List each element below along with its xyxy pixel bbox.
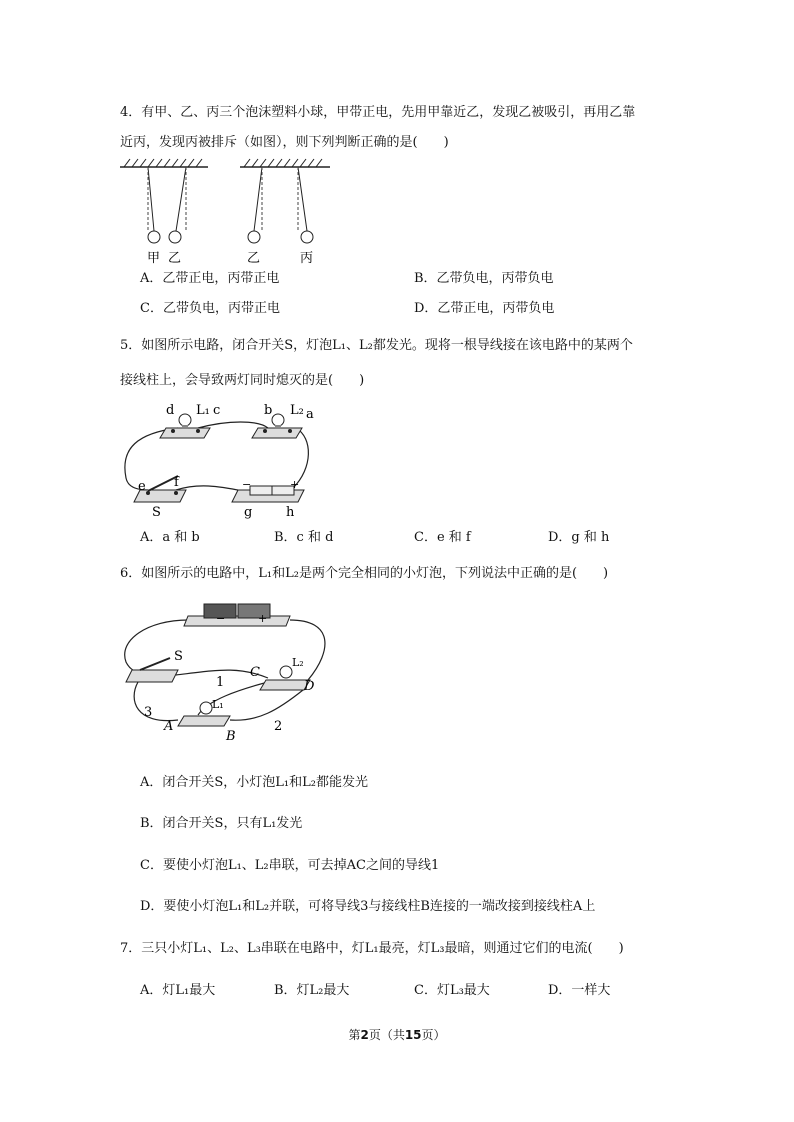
q5-option-b[interactable]: B．c 和 d (274, 530, 334, 545)
q5-label-S: S (152, 505, 161, 520)
q6-option-d[interactable]: D．要使小灯泡L₁和L₂并联，可将导线3与接线柱B连接的一端改接到接线柱A上 (140, 899, 596, 914)
q5-label-f: f (174, 475, 179, 490)
q5-label-L1: L₁ (196, 403, 210, 418)
q5-option-d[interactable]: D．g 和 h (548, 530, 610, 545)
q5-label-g: g (244, 505, 253, 520)
q5-stem-line2: 接线柱上，会导致两灯同时熄灭的是( ) (120, 373, 365, 388)
q6-label-wire3: 3 (144, 705, 153, 720)
q5-label-c: c (213, 403, 221, 418)
q5-stem-line1: 5．如图所示电路，闭合开关S，灯泡L₁、L₂都发光。现将一根导线接在该电路中的某两个 (120, 338, 633, 353)
q4-label-jia: 甲 (147, 251, 161, 266)
q5-label-plus: + (290, 478, 300, 491)
q5-label-b: b (264, 403, 273, 418)
q6-stem-line1: 6．如图所示的电路中，L₁和L₂是两个完全相同的小灯泡，下列说法中正确的是( ) (120, 566, 609, 581)
q7-option-c[interactable]: C．灯L₃最大 (414, 983, 490, 998)
q6-label-C: C (250, 665, 260, 680)
q7-option-b[interactable]: B．灯L₂最大 (274, 983, 350, 998)
q5-label-minus: − (242, 478, 252, 491)
q4-option-b[interactable]: B．乙带负电，丙带负电 (414, 271, 554, 286)
q4-option-a[interactable]: A．乙带正电，丙带正电 (140, 271, 280, 286)
q7-stem-line1: 7．三只小灯L₁、L₂、L₃串联在电路中，灯L₁最亮，灯L₃最暗，则通过它们的电流( ) (120, 941, 624, 956)
q6-label-L1: L₁ (212, 698, 224, 711)
q4-label-bing: 丙 (300, 251, 314, 266)
footer-total-pages: 15 (404, 1028, 422, 1042)
q4-stem-line2: 近丙，发现丙被排斥（如图），则下列判断正确的是( ) (120, 135, 449, 150)
footer-suffix: 页） (421, 1028, 446, 1042)
q7-option-d[interactable]: D．一样大 (548, 983, 611, 998)
q5-option-a[interactable]: A．a 和 b (140, 530, 200, 545)
q6-label-wire2: 2 (274, 719, 283, 734)
q6-label-S: S (174, 649, 183, 664)
q5-label-h: h (286, 505, 295, 520)
q4-label-yi-2: 乙 (247, 251, 261, 266)
footer-middle: 页（共 (368, 1028, 405, 1042)
q6-label-A: A (164, 719, 174, 734)
q5-label-e: e (138, 479, 146, 494)
q6-option-c[interactable]: C．要使小灯泡L₁、L₂串联，可去掉AC之间的导线1 (140, 858, 440, 873)
page-footer (0, 1026, 794, 1043)
q5-circuit-figure (118, 398, 328, 520)
q6-label-minus: − (216, 612, 226, 625)
q6-label-L2: L₂ (292, 656, 304, 669)
footer-page-number: 2 (360, 1028, 369, 1042)
q6-circuit-figure (118, 600, 338, 750)
q6-label-plus: + (258, 612, 268, 625)
q6-label-D: D (304, 679, 315, 694)
q4-option-d[interactable]: D．乙带正电，丙带负电 (414, 301, 555, 316)
q5-label-d: d (166, 403, 175, 418)
q6-label-wire1: 1 (216, 675, 225, 690)
q5-label-a: a (306, 407, 314, 422)
q4-stem-line1: 4．有甲、乙、丙三个泡沫塑料小球，甲带正电，先用甲靠近乙，发现乙被吸引，再用乙靠 (120, 105, 636, 120)
q7-option-a[interactable]: A．灯L₁最大 (140, 983, 216, 998)
q5-option-c[interactable]: C．e 和 f (414, 530, 471, 545)
q6-option-a[interactable]: A．闭合开关S，小灯泡L₁和L₂都能发光 (140, 775, 368, 790)
footer-prefix: 第 (348, 1028, 361, 1042)
q5-label-L2: L₂ (290, 403, 304, 418)
q4-option-c[interactable]: C．乙带负电，丙带正电 (140, 301, 280, 316)
q6-option-b[interactable]: B．闭合开关S，只有L₁发光 (140, 816, 303, 831)
q4-label-yi-1: 乙 (168, 251, 182, 266)
q6-label-B: B (226, 729, 236, 744)
q4-pendulum-figure (118, 155, 338, 270)
